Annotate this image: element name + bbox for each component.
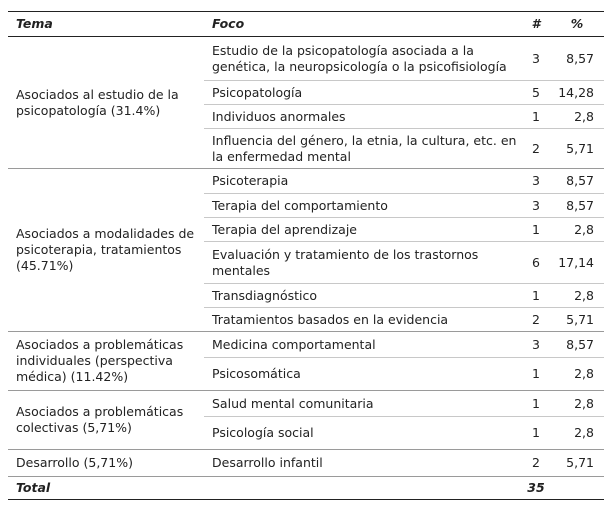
header-tema: Tema	[8, 12, 204, 37]
table-row	[8, 332, 604, 358]
foco-cell: Individuos anormales	[204, 105, 522, 129]
table-row	[8, 450, 604, 477]
tema-cell: Asociados a problemáticas individuales (perspectiva médica) (11.42%)	[8, 332, 204, 391]
count-cell: 1	[522, 218, 550, 242]
tema-cell: Asociados a problemáticas colectivas (5,71%)	[8, 391, 204, 450]
total-empty-pct	[550, 477, 604, 500]
foco-cell: Estudio de la psicopatología asociada a la genética, la neuropsicología o la psicofisiología	[212, 42, 507, 74]
count-cell: 1	[522, 358, 550, 391]
count-cell: 3	[532, 50, 540, 66]
percent-cell: 2,8	[550, 417, 604, 450]
table-body	[8, 37, 604, 477]
tema-cell: Desarrollo (5,71%)	[8, 450, 204, 477]
count-cell: 3	[522, 332, 550, 358]
percent-cell: 5,71	[550, 308, 604, 332]
percent-cell: 8,57	[550, 332, 604, 358]
foco-cell: Evaluación y tratamiento de los trastornos mentales	[204, 242, 522, 284]
table-row	[8, 169, 604, 194]
count-cell: 3	[522, 169, 550, 194]
count-cell: 1	[522, 284, 550, 308]
count-cell: 2	[522, 129, 550, 169]
total-count: 35	[522, 477, 550, 500]
count-cell: 1	[522, 417, 550, 450]
total-empty	[204, 477, 522, 500]
count-cell: 2	[522, 450, 550, 477]
count-cell: 3	[522, 194, 550, 218]
count-cell: 5	[522, 81, 550, 105]
count-cell: 1	[522, 105, 550, 129]
count-cell: 1	[522, 391, 550, 417]
count-cell: 2	[522, 308, 550, 332]
total-label: Total	[8, 477, 204, 500]
percent-cell: 2,8	[550, 218, 604, 242]
table-row	[8, 37, 604, 81]
foco-cell: Psicología social	[204, 417, 522, 450]
foco-cell: Tratamientos basados en la evidencia	[204, 308, 522, 332]
percent-cell: 2,8	[550, 358, 604, 391]
percent-cell: 5,71	[550, 450, 604, 477]
foco-cell: Medicina comportamental	[204, 332, 522, 358]
header-count: #	[522, 12, 550, 37]
foco-table	[8, 11, 604, 500]
percent-cell: 14,28	[550, 81, 604, 105]
percent-cell: 17,14	[550, 242, 604, 284]
percent-cell: 2,8	[550, 284, 604, 308]
foco-cell: Psicopatología	[204, 81, 522, 105]
foco-cell: Psicoterapia	[204, 169, 522, 194]
foco-cell: Terapia del comportamiento	[204, 194, 522, 218]
percent-cell: 8,57	[550, 169, 604, 194]
header-row	[8, 12, 604, 37]
total-row	[8, 477, 604, 500]
foco-cell: Salud mental comunitaria	[204, 391, 522, 417]
foco-cell: Transdiagnóstico	[204, 284, 522, 308]
foco-cell: Influencia del género, la etnia, la cultura, etc. en la enfermedad mental	[204, 129, 522, 169]
tema-cell: Asociados a modalidades de psicoterapia, tratamientos (45.71%)	[8, 169, 204, 332]
foco-cell: Terapia del aprendizaje	[204, 218, 522, 242]
count-cell: 6	[522, 242, 550, 284]
header-foco: Foco	[204, 12, 522, 37]
foco-cell: Psicosomática	[204, 358, 522, 391]
foco-cell: Desarrollo infantil	[204, 450, 522, 477]
percent-cell: 2,8	[550, 105, 604, 129]
percent-cell: 5,71	[550, 129, 604, 169]
table-row	[8, 391, 604, 417]
tema-cell: Asociados al estudio de la psicopatología (31.4%)	[8, 37, 204, 169]
percent-cell: 8,57	[566, 50, 594, 66]
header-percent: %	[550, 12, 604, 37]
percent-cell: 2,8	[550, 391, 604, 417]
percent-cell: 8,57	[550, 194, 604, 218]
